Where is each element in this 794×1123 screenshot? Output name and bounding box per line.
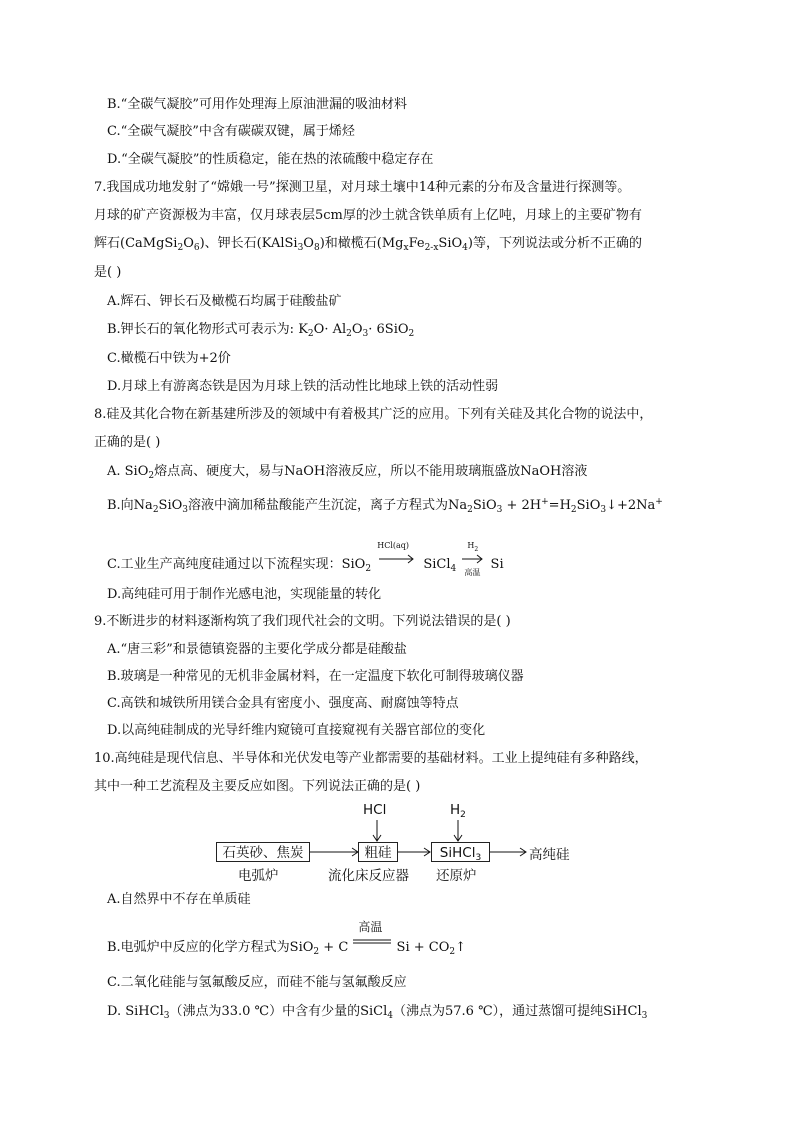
q7-option-a: A.辉石、钾长石及橄榄石均属于硅酸盐矿 — [107, 294, 342, 309]
q6-option-c: C.“全碳气凝胶”中含有碳碳双键，属于烯烃 — [107, 124, 355, 139]
reagent-hcl-label: HCl — [363, 802, 387, 818]
box-quartz-coke: 石英砂、焦炭 — [216, 842, 310, 862]
q10-option-a: A.自然界中不存在单质硅 — [107, 892, 251, 907]
label-fluidized-bed-reactor: 流化床反应器 — [328, 868, 409, 884]
arrow1-condition: HCl(aq) — [377, 541, 410, 550]
q10-option-c: C.二氧化硅能与氢氟酸反应，而硅不能与氢氟酸反应 — [107, 975, 407, 990]
q9-option-d: D.以高纯硅制成的光导纤维内窥镜可直接窥视有关器官部位的变化 — [107, 723, 486, 738]
q10-option-b: B.电弧炉中反应的化学方程式为SiO$_2$ + C 高温 $Si + CO_2↑$ — [107, 920, 467, 957]
q9-option-a: A.“唐三彩”和景德镇瓷器的主要化学成分都是硅酸盐 — [107, 642, 407, 657]
q9-option-c: C.高铁和城铁所用镁合金具有密度小、强度高、耐腐蚀等特点 — [107, 696, 459, 711]
arrow2-reagent: $H_2$ — [467, 541, 479, 553]
q10-stem-line1: 10.高纯硅是现代信息、半导体和光伏发电等产业都需要的基础材料。工业上提纯硅有多种路线， — [94, 751, 648, 766]
reagent-h2-label: $H_2$ — [450, 802, 466, 820]
equation-equals-high-temp — [352, 920, 392, 951]
q8-option-a: A. SiO$_2$熔点高、硬度大，易与NaOH溶液反应，所以不能用玻璃瓶盛放NaOH溶液 — [107, 464, 588, 481]
q8-option-d: D.高纯硅可用于制作光感电池，实现能量的转化 — [107, 587, 382, 602]
q8-stem-line2: 正确的是( ) — [94, 435, 161, 450]
label-reduction-furnace: 还原炉 — [436, 868, 477, 884]
q8-option-b: B.向$Na_2SiO_3$溶液中滴加稀盐酸能产生沉淀，离子方程式为$Na_2SiO_3$ + $2H^+=H_2SiO_3↓+2Na^+$ — [107, 497, 663, 515]
double-line-icon — [352, 933, 392, 951]
q6-option-d: D.“全碳气凝胶”的性质稳定，能在热的浓硫酸中稳定存在 — [107, 152, 434, 167]
box-sihcl3: SiHCl$_3$ — [431, 842, 490, 862]
q7-stem-line4: 是( ) — [94, 265, 122, 280]
q7-option-b: B.钾长石的氧化物形式可表示为: $K_2O\cdot Al_2O_3\cdot 6SiO_2$ — [107, 322, 415, 339]
q10-stem-line2: 其中一种工艺流程及主要反应如图。下列说法正确的是( ) — [94, 779, 421, 794]
q10-option-d: D. SiHCl$_3$（沸点为33.0 ℃）中含有少量的SiCl$_4$（沸点为57.6 ℃），通过蒸馏可提纯SiHCl$_3$ — [107, 1004, 648, 1021]
condition-high-temp: 高温 — [358, 920, 383, 934]
q7-stem-line1: 7.我国成功地发射了“嫦娥一号”探测卫星，对月球土壤中14种元素的分布及含量进行探测等。 — [94, 180, 631, 195]
q8-stem-line1: 8.硅及其化合物在新基建所涉及的领域中有着极其广泛的应用。下列有关硅及其化合物的说法中， — [94, 407, 653, 422]
q7-stem-line3: 辉石$(CaMgSi_2O_6)$、钾长石$(KAlSi_3O_8)$和橄榄石$(Mg_xFe_{2-x}SiO_4)$等，下列说法或分析不正确的 — [94, 236, 642, 253]
q7-option-d: D.月球上有游离态铁是因为月球上铁的活动性比地球上铁的活动性弱 — [107, 379, 499, 394]
q7-stem-line2: 月球的矿产资源极为丰富，仅月球表层5cm厚的沙土就含铁单质有上亿吨，月球上的主要矿物有 — [94, 208, 642, 223]
q7-option-c: C.橄榄石中铁为+2价 — [107, 351, 231, 366]
arrow2-condition: 高温 — [464, 568, 481, 577]
q9-stem: 9.不断进步的材料逐渐构筑了我们现代社会的文明。下列说法错误的是( ) — [94, 614, 511, 629]
product-high-purity-silicon: 高纯硅 — [529, 847, 570, 863]
q6-option-b: B.“全碳气凝胶”可用作处理海上原油泄漏的吸油材料 — [107, 97, 407, 112]
q8-option-c: C.工业生产高纯度硅通过以下流程实现：SiO$_2$ HCl(aq) SiCl$_4$ $H_2$ 高温 Si — [107, 550, 504, 574]
q9-option-b: B.玻璃是一种常见的无机非金属材料，在一定温度下软化可制得玻璃仪器 — [107, 669, 524, 684]
label-arc-furnace: 电弧炉 — [238, 868, 279, 884]
box-crude-silicon: 粗硅 — [358, 842, 398, 862]
